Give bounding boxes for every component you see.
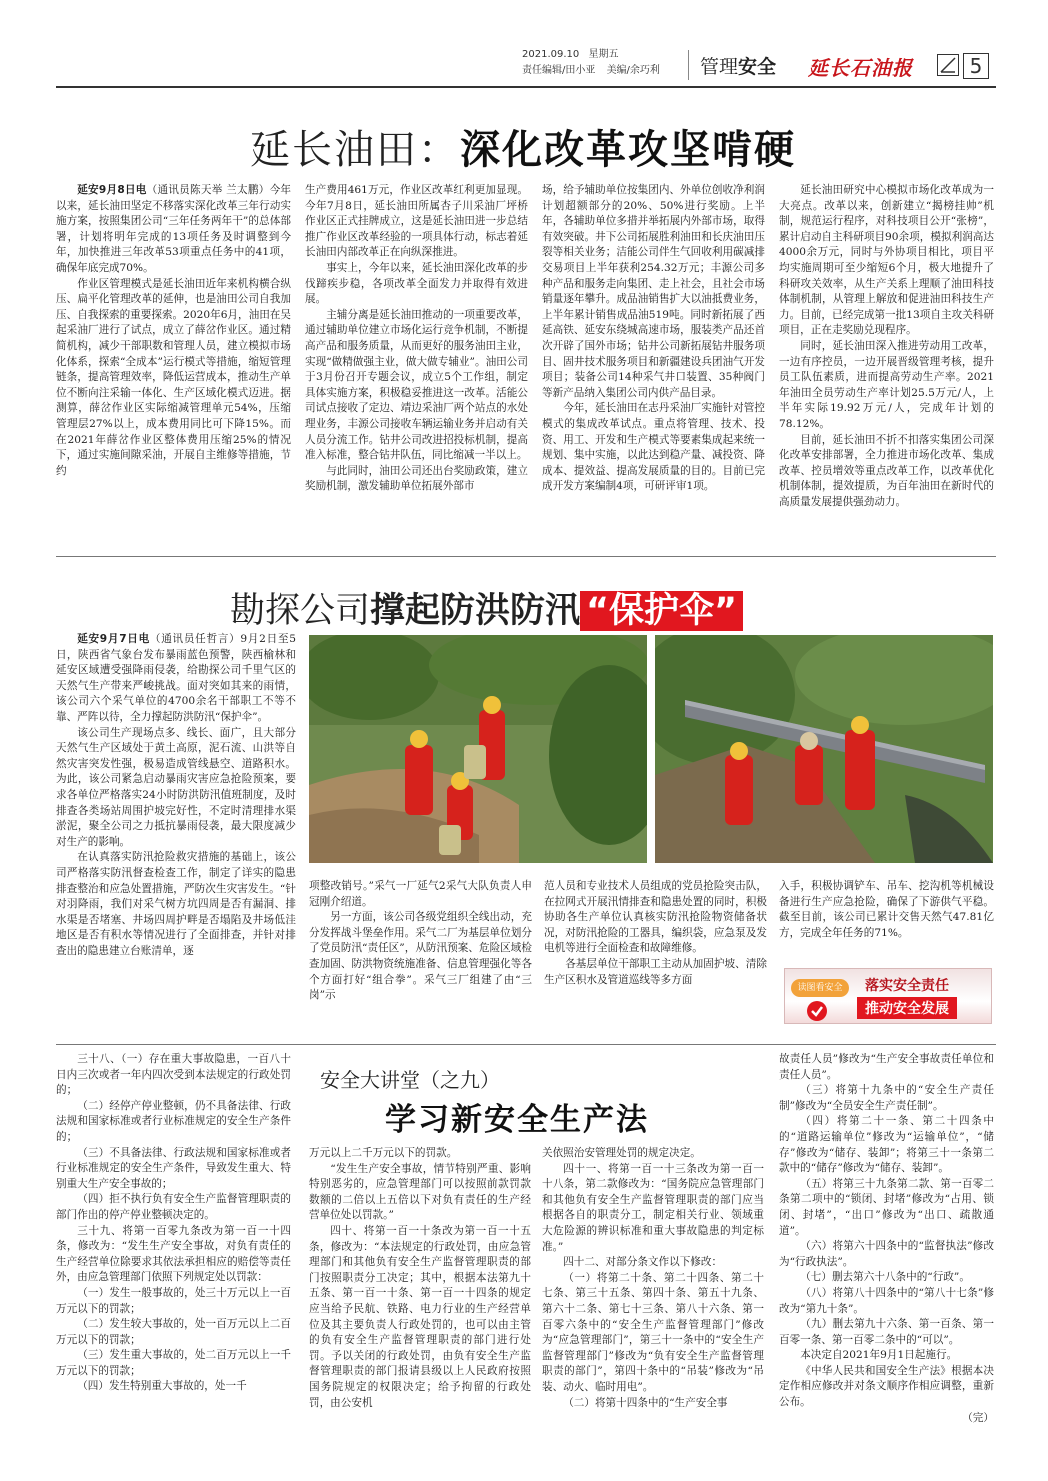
section-part-b: 安全 (738, 56, 777, 78)
article2-paragraph: 项整改销号。”采气一厂延气2采气大队负责人申冠刚介绍道。 (309, 880, 532, 908)
article3-c3-line-0: 关依照治安管理处罚的规定决定。 (542, 1147, 701, 1159)
section-rule-2 (56, 1044, 996, 1045)
article3-column-4 (779, 1052, 994, 1457)
article2-column-1 (56, 632, 296, 1035)
article3-column-2 (309, 1146, 531, 1457)
article3-c4-line-3: （五）将第三十九条第二款、第一百零二条第二项中的“锁闭、封堵”修改为“占用、锁闭、封堵”，“出口”修改为“出口、疏散通道”。 (779, 1177, 994, 1237)
article3-c4-line-5: （七）删去第六十八条中的“行政”。 (800, 1271, 970, 1284)
flood-prevention-photo-1 (309, 635, 647, 863)
article1-paragraph: 场，给予辅助单位按集团内、外单位创收净利润计划超额部分的20%、50%进行奖励。上半年，各辅助单位多措并举拓展内外部市场，取得有效突破。井下公司拓展胜利油田和长庆油田压裂等相关业务；洁能公司伴生气回收利用碳减排交易项目上半年获利254.32万元；丰源公司多种产品和服务走向集团、走上社会，且社会市场销量逐年攀升。成品油销售扩大以油抵费业务，上半年累计销售成品油519吨。同时新拓展了西延高铁、延安东绕城高速市场，服装类产品还首次开辟了国外市场；钻井公司新拓展钻井服务项目、固井技术服务项目和新疆建设兵团油气开发项目；装备公司14种采气井口装置、35种阀门等新产品纳入集团公司内供产品目录。 (542, 184, 765, 399)
article3-c4-line-1: （三）将第十九条中的“安全生产责任制”修改为“全员安全生产责任制”。 (779, 1084, 994, 1112)
article3-c1-line-8: （四）发生特别重大事故的，处一千 (77, 1380, 247, 1393)
article3-c4-line-9: 《中华人民共和国安全生产法》根据本决定作相应修改并对条文顺序作相应调整，重新公布。 (779, 1364, 994, 1409)
article3-c1-line-2: （三）不具备法律、行政法规和国家标准或者行业标准规定的安全生产条件，导致发生重大、特别重大生产安全事故的； (56, 1146, 291, 1190)
article2-paragraph: 范人员和专业技术人员组成的党员抢险突击队，在拉网式开展汛情排查和隐患处置的同时，积极协助各生产单位认真核实防汛抢险物资储备状况，对防汛抢险的工器具，编织袋，应急泵及发电机等进行全面检查和故障维修。 (544, 880, 767, 955)
article2-headline-c: “保护伞” (580, 591, 743, 631)
article3-headline: 学习新安全生产法 (385, 1102, 649, 1138)
article1-paragraph: 与此同时，油田公司还出台奖励政策，建立奖励机制，激发辅助单位拓展外部市 (305, 464, 528, 493)
photo-2-image (655, 635, 993, 863)
article2-paragraph: 另一方面，该公司各级党组织全线出动，充分发挥战斗堡垒作用。采气二厂为基层单位划分了党员防汛“责任区”，从防汛预案、危险区域检查加固、防洪物资统施准备、信息管理强化等各个方面打好“组合拳”。采气三厂组建了由“三岗”示 (309, 911, 532, 1002)
article3-c4-line-0: 故责任人员”修改为“生产安全事故责任单位和责任人员”。 (779, 1053, 994, 1081)
weekday-text: 星期五 (588, 49, 619, 60)
article2-column-4 (779, 879, 994, 959)
corner-mark-icon (937, 54, 959, 76)
editor-credits (522, 63, 660, 79)
article3-column-3 (542, 1146, 764, 1457)
article3-c4-line-6: （八）将第八十四条中的“第八十七条”修改为“第九十条”。 (779, 1286, 994, 1315)
article2-headline-a: 勘探公司 (230, 591, 371, 631)
article2-column-3 (544, 879, 767, 1035)
date-text: 2021.09.10 (522, 49, 580, 60)
article3-c3-line-4: （二）将第十四条中的“生产安全事 (563, 1396, 728, 1409)
article2-paragraph: 该公司生产现场点多、线长、面广，且大部分天然气生产区域处于黄土高原，泥石流、山洪等自然灾害突发性强，极易造成管线悬空、道路积水。为此，该公司紧急启动暴雨灾害应急抢险预案，要求各单位严格落实24小时防洪防汛值班制度，及时排查各类场站周围护坡完好性，不定时清理排水渠淤泥，聚全公司之力抵抗暴雨侵袭，最大限度减少对生产的影响。 (56, 726, 296, 848)
article3-kicker: 安全大讲堂（之九） (320, 1068, 500, 1092)
newspaper-logo: 延长石油报 (808, 56, 913, 80)
article1-paragraph: 事实上，今年以来，延长油田深化改革的步伐蹄疾步稳，各项改革全面发力并取得有效进展。 (305, 261, 528, 306)
article1-column-3 (542, 183, 765, 543)
article1-dateline: 延安9月8日电 (77, 184, 147, 196)
banner-emblem-icon (805, 999, 829, 1023)
photo-1-image (309, 635, 647, 863)
article1-correspondent: （通讯员陈天举 兰太鹏） (146, 184, 270, 196)
article1-paragraph: 同时，延长油田深入推进劳动用工改革，一边有序控员，一边开展晋级管理考核，提升员工队伍素质，进而提高劳动生产率。2021年油田全员劳动生产率计划25.5万元/人，上半年实际19.92万元/人，完成年计划的78.12%。 (779, 339, 994, 430)
article3-c4-line-4: （六）将第六十四条中的“监督执法”修改为“行政执法”。 (779, 1240, 994, 1268)
article3-column-1 (56, 1052, 291, 1457)
designer-text: 美编/余巧利 (606, 65, 660, 76)
article1-headline (250, 118, 796, 175)
article3-end-mark: （完） (962, 1411, 994, 1424)
article3-c1-line-5: （一）发生一般事故的，处三十万元以上一百万元以下的罚款； (56, 1286, 291, 1315)
article1-paragraph: 延长油田研究中心模拟市场化改革成为一大亮点。改革以来，创新建立“揭榜挂帅”机制，规范运行程序，对科技项目公开“张榜”，累计启动自主科研项目90余项，模拟利润高达4000余万元，同时与外协项目相比，项目平均实施周期可至少缩短6个月，极大地提升了科研攻关效率，从生产关系上理顺了油田科技体制机制，从管理上解放和促进油田科技生产力。目前，已经完成第一批13项自主攻关科研项目，正在走奖励兑现程序。 (779, 184, 994, 337)
article3-c1-line-7: （三）发生重大事故的，处二百万元以上一千万元以下的罚款； (56, 1349, 291, 1377)
article2-paragraph: 入手，积极协调铲车、吊车、挖沟机等机械设备进行生产应急抢险，确保了下游供气平稳。截至目前，该公司已累计交售天然气47.81亿方，完成全年任务的71%。 (779, 880, 994, 939)
article1-paragraph: 作业区管理模式是延长油田近年来机构横合纵压、扁平化管理改革的延伸，也是油田公司自我加压、自我探索的重要探索。2020年6月，油田在吴起采油厂进行了试点，成立了薛岔作业区。通过精简机构，减少干部职数和管理人员，建立模拟市场化体系，探索“全成本”运行模式等措施，缩短管理链条，提高管理效率，降低运营成本，推动生产单位不断向注采输一体化、生产区域化模式迈进。据测算，薛岔作业区实际缩减管理单元54%，压缩管理层27%以上，成本费用同比可下降15%。而在2021年薛岔作业区整体费用压缩25%的情况下，通过实施间隙采油，开展自主维修等措施，节约 (56, 277, 291, 477)
article1-column-1 (56, 183, 291, 543)
editor-text: 责任编辑/田小亚 (522, 65, 596, 76)
section-part-a: 管理 (700, 56, 739, 78)
article2-paragraph: 9月2日至5日，陕西省气象台发布暴雨蓝色预警，陕西榆林和延安区域遭受强降雨侵袭，给勘探公司千里气区的天然气生产带来严峻挑战。面对突如其来的雨情，该公司六个采气单位的4700余名干部职工不等不靠、严阵以待，全力撑起防洪防汛“保护伞”。 (56, 633, 296, 723)
banner-line-2: 推动安全发展 (857, 997, 957, 1019)
article3-c1-line-4: 三十九、将第一百零九条改为第一百一十四条，修改为：“发生生产安全事故，对负有责任的生产经营单位除要求其依法承担相应的赔偿等责任外，由应急管理部门依照下列规定处以罚款： (56, 1224, 291, 1284)
article1-paragraph: 主辅分离是延长油田推动的一项重要改革，通过辅助单位建立市场化运行竞争机制，不断提高产品和服务质量，从而更好的服务油田主业，实现“做精做强主业，做大做专辅业”。油田公司于3月份召开专题会议，成立5个工作组，制定具体实施方案，积极稳妥推进这一改革。活能公司试点接收了定边、靖边采油厂两个站点的水处理业务，丰源公司接收车辆运输业务并启动有关人员分流工作。钻井公司改进招投标机制，提高准入标准，整合钻井队伍，同比缩减一半以上。 (305, 308, 528, 462)
article3-c4-line-2: （四）将第二十一条、第二十四条中的“道路运输单位”修改为“运输单位”，“储存”修改为“储存、装卸”；将第三十一条第二款中的“储存”修改为“储存、装卸”。 (779, 1115, 994, 1175)
section-rule-1 (56, 556, 996, 557)
article2-column-2 (309, 879, 532, 1035)
article1-column-4 (779, 183, 994, 543)
article2-headline-b: 撑起防洪防汛 (370, 591, 581, 631)
header-divider-dot (688, 50, 689, 80)
header-rule (56, 86, 996, 88)
safety-promo-banner (784, 968, 992, 1024)
article2-paragraph: 在认真落实防汛抢险救灾措施的基础上，该公司严格落实防汛督查检查工作，制定了详实的隐患排查整治和应急处置措施，严防次生灾害发生。“针对羽降雨，我们对采气树方坑四周是否有漏洞、排水渠是否堵塞、井场四周护畔是否塌陷及井场低洼地区是否有积水等情况进行了全面排查，并针对排查出的隐患建立台账清单，逐 (56, 851, 296, 957)
article1-paragraph: 生产费用461万元，作业区改革红利更加显现。今年7月8日，延长油田所属杏子川采油厂坪桥作业区正式挂牌成立，这是延长油田进一步总结推广作业区改革经验的一项具体行动，标志着延长油田内部改革正在向纵深推进。 (305, 184, 528, 259)
article3-c3-line-3: （一）将第二十条、第二十四条、第二十七条、第三十五条、第四十条、第五十九条、第六十二条、第七十三条、第八十六条、第一百零六条中的“安全生产监督管理部门”修改为“应急管理部门”，第三十一条中的“安全生产监督管理部门”修改为“负有安全生产监督管理职责的部门”，第四十条中的“吊装”修改为“吊装、动火、临时用电”。 (542, 1271, 764, 1393)
article3-c3-line-2: 四十二、对部分条文作以下修改： (563, 1256, 723, 1269)
banner-tag: 读图看安全 (791, 979, 849, 997)
article3-c1-line-6: （二）发生较大事故的，处一百万元以上二百万元以下的罚款； (56, 1318, 291, 1346)
article2-dateline: 延安9月7日电 (77, 633, 150, 645)
issue-date (522, 47, 618, 63)
article1-headline-a: 延长油田： (250, 127, 460, 173)
article2-correspondent: （通讯员任哲言） (149, 633, 241, 645)
page-number: 5 (963, 53, 989, 79)
article2-paragraph: 各基层单位干部职工主动从加固护坡、清除生产区积水及管道巡线等多方面 (544, 957, 767, 986)
article1-column-2 (305, 183, 528, 543)
banner-line-1: 落实安全责任 (865, 978, 949, 994)
article3-c2-line-1: “发生生产安全事故，情节特别严重、影响特别恶劣的，应急管理部门可以按照前款罚款数额的二倍以上五倍以下对负有责任的生产经营单位处以罚款。” (309, 1162, 531, 1222)
article3-c1-line-3: （四）拒不执行负有安全生产监督管理职责的部门作出的停产停业整顿决定的。 (56, 1193, 291, 1221)
flood-prevention-photo-2 (655, 635, 993, 863)
article3-c1-line-1: （二）经停产停业整顿，仍不具备法律、行政法规和国家标准或者行业标准规定的安全生产条件的； (56, 1099, 291, 1143)
article2-headline (230, 583, 743, 633)
article3-c3-line-1: 四十一、将第一百一十三条改为第一百一十八条，第二款修改为：“国务院应急管理部门和其他负有安全生产监督管理职责的部门应当根据各自的职责分工，制定相关行业、领域重大危险源的辨识标准和重大事故隐患的判定标准。” (542, 1162, 764, 1253)
article1-paragraph: 今年以来，延长油田坚定不移落实深化改革三年行动实施方案，按照集团公司“三年任务两年干”的总体部署，计划将明年完成的13项任务及时调整到今年，加快推进三年改革53项重点任务中的41项，确保年底完成70%。 (56, 184, 291, 274)
article3-c1-line-0: 三十八、（一）存在重大事故隐患，一百八十日内三次或者一年内四次受到本法规定的行政处罚的； (56, 1053, 291, 1097)
article3-c2-line-2: 四十、将第一百一十条改为第一百一十五条，修改为：“本法规定的行政处罚，由应急管理部门和其他负有安全生产监督管理职责的部门按照职责分工决定；其中，根据本法第九十五条、第一百一十条、第一百一十四条的规定应当给予民航、铁路、电力行业的生产经营单位及其主要负责人行政处罚的，也可以由主管的负有安全生产监督管理职责的部门进行处罚。予以关闭的行政处罚，由负有安全生产监督管理职责的部门报请县级以上人民政府按照国务院规定的权限决定；给予拘留的行政处罚，由公安机 (309, 1224, 531, 1409)
article1-headline-b: 深化改革攻坚啃硬 (460, 127, 796, 173)
section-title (700, 52, 776, 79)
article3-c4-line-7: （九）删去第九十六条、第一百条、第一百零一条、第一百零二条中的“可以”。 (779, 1318, 994, 1346)
article3-c4-line-8: 本决定自2021年9月1日起施行。 (800, 1349, 958, 1362)
article1-paragraph: 目前，延长油田不折不扣落实集团公司深化改革安排部署，全力推进市场化改革、集成改革、控员增效等重点改革工作，以改革优化机制体制，提效提质，为百年油田在新时代的高质量发展提供强劲动力。 (779, 433, 994, 508)
article1-paragraph: 今年，延长油田在志丹采油厂实施针对管控模式的集成改革试点。重点将管理、技术、投资、用工、开发和生产模式等要素集成起来统一规划、集中实施，以此达到稳产量、减投资、降成本、提效益、提高发展质量的目的。目前已完成开发方案编制4项，可研评审1项。 (542, 402, 765, 493)
article3-c2-line-0: 万元以上二千万元以下的罚款。 (309, 1147, 458, 1159)
